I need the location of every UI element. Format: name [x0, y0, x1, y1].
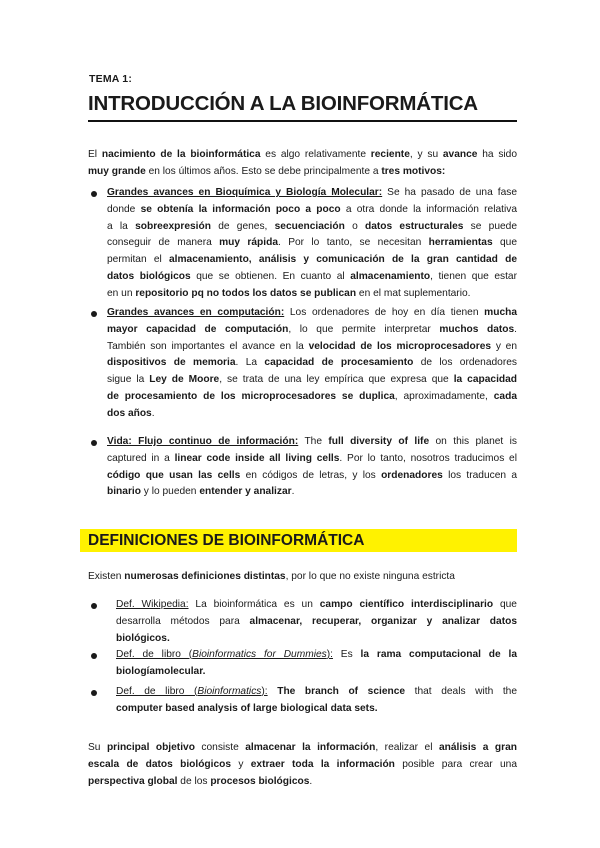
paragraph-line: datos biológicos que se obtienen. En cuanto al almacenamiento, tienen que estar — [107, 270, 517, 282]
paragraph-line: conseguir de manera muy rápida. Por lo tanto, se necesitan herramientas que — [107, 237, 517, 249]
paragraph-line: biologíamolecular. — [116, 665, 206, 677]
section-title: DEFINICIONES DE BIOINFORMÁTICA — [88, 532, 365, 549]
paragraph-line: en un repositorio pq no todos los datos se publican en el mat suplementario. — [107, 287, 471, 299]
conclusion-paragraph — [88, 740, 517, 790]
motivo-computacion — [107, 305, 517, 423]
paragraph-line: Grandes avances en computación: Los ordenadores de hoy en día tienen mucha — [107, 307, 517, 318]
definition-bioinformatics — [116, 684, 517, 718]
bullet-icon — [91, 440, 97, 446]
paragraph-line: dispositivos de memoria. La capacidad de procesamiento de los ordenadores — [107, 357, 517, 369]
paragraph-line: También son importantes el avance en la velocidad de los microprocesadores y en — [107, 340, 518, 352]
paragraph-line: de procesamiento de los microprocesadores se duplica, aproximadamente, cada — [107, 390, 517, 402]
paragraph-line: desarrolla métodos para almacenar, recuperar, organizar y analizar datos — [116, 615, 517, 627]
intro-line: El nacimiento de la bioinformática es algo relativamente reciente, y su avance ha sido — [88, 149, 518, 160]
paragraph-line: permitan el almacenamiento, análisis y comunicación de la gran cantidad de — [107, 254, 517, 266]
paragraph-line: biológicos. — [116, 632, 170, 644]
definiciones-intro — [88, 569, 517, 586]
paragraph-line: Grandes avances en Bioquímica y Biología Molecular: Se ha pasado de una fase — [107, 187, 517, 198]
motivo-vida — [107, 434, 517, 501]
bullet-icon — [91, 311, 97, 317]
paragraph-line: Vida: Flujo continuo de información: The full diversity of life on this planet is — [107, 436, 518, 447]
paragraph-line: perspectiva global de los procesos biológicos. — [88, 775, 313, 787]
intro-paragraph — [88, 147, 517, 181]
paragraph-line: Def. de libro (Bioinformatics): The branch of science that deals with the — [116, 686, 517, 697]
topic-label: TEMA 1: — [89, 73, 133, 85]
bullet-icon — [91, 603, 97, 609]
bullet-icon — [91, 191, 97, 197]
paragraph-line: a la sobreexpresión de genes, secuenciación o datos estructurales se puede — [107, 220, 517, 232]
title-underline — [88, 120, 517, 122]
paragraph-line: Def. de libro (Bioinformatics for Dummies): Es la rama computacional de la — [116, 649, 517, 660]
definition-wikipedia — [116, 597, 517, 647]
paragraph-line: donde se obtenía la información poco a poco a otra donde la información relativa — [107, 203, 517, 215]
paragraph-line: mayor capacidad de computación, lo que permite interpretar muchos datos. — [107, 323, 518, 335]
bullet-icon — [91, 690, 97, 696]
bullet-icon — [91, 653, 97, 659]
paragraph-line: Su principal objetivo consiste almacenar la información, realizar el análisis a gran — [88, 742, 518, 753]
paragraph-line: dos años. — [107, 407, 155, 419]
paragraph-line: captured in a linear code inside all living cells. Por lo tanto, nosotros traducimos el — [107, 452, 517, 464]
intro-line: muy grande en los últimos años. Esto se debe principalmente a tres motivos: — [88, 165, 446, 177]
page-title: INTRODUCCIÓN A LA BIOINFORMÁTICA — [88, 92, 478, 115]
motivo-bioquimica — [107, 185, 517, 303]
paragraph-line: binario y lo pueden entender y analizar. — [107, 486, 295, 498]
paragraph-line: código que usan las cells en códigos de letras, y los ordenadores los traducen a — [107, 469, 518, 481]
paragraph-line: Def. Wikipedia: La bioinformática es un campo científico interdisciplinario que — [116, 599, 517, 610]
paragraph-line: Existen numerosas definiciones distintas, por lo que no existe ninguna estricta — [88, 571, 455, 582]
definition-dummies — [116, 647, 517, 681]
paragraph-line: escala de datos biológicos y extraer toda la información posible para crear una — [88, 758, 517, 770]
paragraph-line: computer based analysis of large biological data sets. — [116, 702, 378, 714]
paragraph-line: sigue la Ley de Moore, se trata de una ley empírica que expresa que la capacidad — [107, 374, 518, 386]
